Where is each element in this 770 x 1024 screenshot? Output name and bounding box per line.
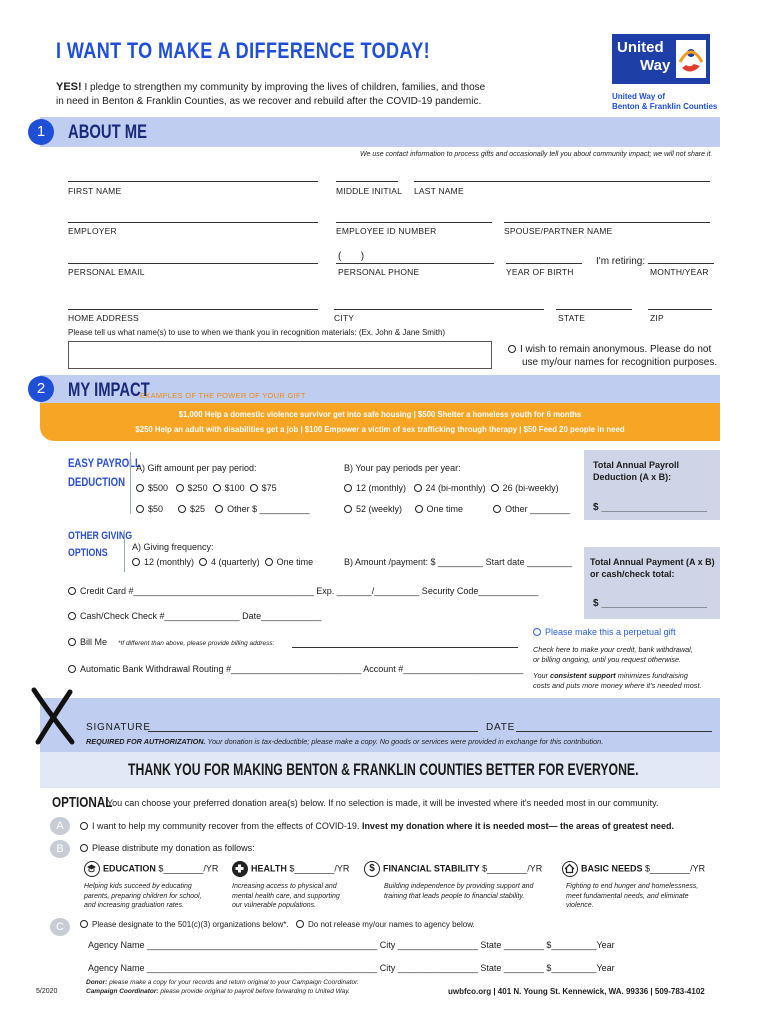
payroll-divider [130,452,131,514]
no-release-option[interactable]: Do not release my/our names to agency below. [296,920,475,929]
page-title: I WANT TO MAKE A DIFFERENCE TODAY! [56,38,431,63]
retiring-label: I'm retiring: [596,256,646,267]
frequency-one-time[interactable]: One time [265,557,314,567]
amount-options-row-1 [136,483,277,493]
frequency-4[interactable]: 4 (quarterly) [199,557,260,567]
city-label: CITY [334,313,355,323]
option-c-badge: C [50,918,70,936]
billing-address-field[interactable] [292,647,518,648]
thank-you-banner: THANK YOU FOR MAKING BENTON & FRANKLIN COUNTIES BETTER FOR EVERYONE. [128,760,639,779]
period-24[interactable]: 24 (bi-monthly) [414,483,486,493]
payroll-total-field[interactable]: $ ___________________ [593,502,708,513]
first-name-label: FIRST NAME [68,186,122,196]
signature-x-mark [28,686,78,746]
section-1-number: 1 [28,119,54,145]
easy-payroll-heading: EASY PAYROLL DEDUCTION [68,456,141,489]
agency-row-1[interactable]: Agency Name ______________________________________________ City ________________ State ________ $_________Year [88,940,615,950]
other-giving-heading: OTHER GIVING OPTIONS [68,530,133,559]
footer-instructions: Donor: please make a copy for your records and return original to your Campaign Coordinator. Campaign Coordinator: please provide original to payroll before forwarding to United Way. [86,979,359,995]
examples-heading: EXAMPLES OF THE POWER OF YOUR GIFT [140,391,306,400]
option-b[interactable]: Please distribute my donation as follows: [80,843,255,853]
pledge-text: YES! I pledge to strengthen my community by improving the lives of children, families, and those in need in Benton & Franklin Counties, as we recover and rebuild after the COVID-19 pandemic. [56,81,486,107]
option-a-badge: A [50,817,70,835]
other-total-label: Total Annual Payment (A x B) or cash/check total: [590,557,715,579]
home-address-label: HOME ADDRESS [68,313,139,323]
optional-heading: OPTIONAL [52,794,113,811]
zip-field[interactable] [648,309,712,310]
perpetual-gift-option[interactable]: Please make this a perpetual gift [533,627,676,637]
basic-needs-desc: Fighting to end hunger and homelessness, meet fundamental needs, and eliminate violence. [566,883,699,909]
yes-label: YES! [56,81,82,93]
impact-row-2: $250 Help an adult with disabilities get a job | $100 Empower a victim of sex trafficking through therapy | $50 Feed 20 people in need [135,425,625,434]
employee-id-field[interactable] [336,222,492,223]
anonymous-option[interactable]: I wish to remain anonymous. Please do not use my/our names for recognition purposes. [508,343,717,369]
amount-500[interactable]: $500 [136,483,168,493]
employer-label: EMPLOYER [68,226,117,236]
period-26[interactable]: 26 (bi-weekly) [491,483,559,493]
frequency-options [132,557,313,567]
amount-75[interactable]: $75 [250,483,277,493]
period-options-row-2 [344,504,570,514]
recognition-prompt: Please tell us what name(s) to use to when we thank you in recognition materials: (Ex. John & Jane Smith) [68,328,446,337]
health-cross-icon [232,861,248,877]
option-b-badge: B [50,840,70,858]
bill-me-note: *If different than above, please provide billing address: [118,640,275,647]
dollar-icon: $ [364,861,380,877]
last-name-field[interactable] [414,181,710,182]
amount-per-payment-field[interactable]: B) Amount /payment: $ _________ Start date _________ [344,557,573,567]
perpetual-note: Check here to make your credit, bank withdrawal, or billing ongoing, until you request otherwise. [533,645,693,664]
about-me-heading: ABOUT ME [68,122,148,143]
house-icon [562,861,578,877]
first-name-field[interactable] [68,181,318,182]
retiring-field[interactable] [648,263,714,264]
payroll-total-label: Total Annual Payroll Deduction (A x B): [593,460,680,482]
impact-row-1: $1,000 Help a domestic violence survivor get into safe housing | $500 Shelter a homeless youth for 6 months [178,410,582,419]
option-c[interactable]: Please designate to the 501(c)(3) organizations below*. [80,920,289,929]
birth-year-label: YEAR OF BIRTH [506,267,574,277]
phone-label: PERSONAL PHONE [338,267,420,277]
amount-50[interactable]: $50 [136,504,163,514]
period-12[interactable]: 12 (monthly) [344,483,406,493]
hand-rainbow-icon [676,40,706,78]
option-a[interactable]: I want to help my community recover from the effects of COVID-19. Invest my donation where it is needed most— the areas of greatest need. [80,821,674,831]
area-basic-needs[interactable]: BASIC NEEDS $________/YR [562,861,705,877]
last-name-label: LAST NAME [414,186,464,196]
recognition-name-box[interactable] [68,341,492,369]
home-address-field[interactable] [68,309,318,310]
section-2-number: 2 [28,376,54,402]
bank-withdrawal-option[interactable]: Automatic Bank Withdrawal Routing #__________________________ Account #________________________ [68,664,523,674]
middle-initial-label: MIDDLE INITIAL [336,186,403,196]
state-label: STATE [558,313,586,323]
month-year-label: MONTH/YEAR [650,267,709,277]
gift-amount-label: A) Gift amount per pay period: [136,463,257,473]
area-education[interactable]: EDUCATION $________/YR [84,861,218,877]
optional-intro: You can choose your preferred donation area(s) below. If no selection is made, it will be invested where it's needed most in our community. [107,798,659,808]
city-field[interactable] [334,309,544,310]
frequency-12[interactable]: 12 (monthly) [132,557,194,567]
other-divider [124,530,125,572]
signature-date-field[interactable] [516,731,712,732]
frequency-label: A) Giving frequency: [132,542,214,552]
area-financial-stability[interactable]: $ FINANCIAL STABILITY $________/YR [364,861,542,877]
credit-card-option[interactable]: Credit Card #____________________________________ Exp. _______/_________ Security Code____________ [68,586,538,596]
bill-me-option[interactable]: Bill Me [68,637,107,647]
my-impact-heading: MY IMPACT [68,380,150,401]
amount-25[interactable]: $25 [178,504,205,514]
spouse-field[interactable] [504,222,710,223]
period-other[interactable]: Other ________ [493,504,570,514]
agency-row-2[interactable]: Agency Name ______________________________________________ City ________________ State ________ $_________Year [88,963,615,973]
united-way-logo [612,34,710,84]
employer-field[interactable] [68,222,318,223]
financial-desc: Building independence by providing support and training that leads people to financial stability. [384,883,534,900]
org-name: United Way of Benton & Franklin Counties [612,92,718,111]
area-health[interactable]: HEALTH $________/YR [232,861,349,877]
period-one-time[interactable]: One time [415,504,464,514]
privacy-notice: We use contact information to process gifts and occasionally tell you about community impact; we will not share it. [360,151,713,158]
health-desc: Increasing access to physical and mental health care, and supporting our vulnerable populations. [232,883,340,909]
amount-options-row-2 [136,504,310,514]
anonymous-radio[interactable] [508,345,516,353]
email-field[interactable] [68,263,318,264]
form-version-date: 5/2020 [36,988,58,995]
consistent-support-note: Your consistent support minimizes fundraising costs and puts more money where it's needed most. [533,671,702,690]
amount-other[interactable]: Other $ __________ [215,504,310,514]
period-52[interactable]: 52 (weekly) [344,504,402,514]
logo-word-way: Way [640,57,671,74]
employee-id-label: EMPLOYEE ID NUMBER [336,226,437,236]
date-label: DATE [486,722,516,733]
signature-label: SIGNATURE [86,722,151,733]
signature-field[interactable] [148,731,478,732]
pay-periods-label: B) Your pay periods per year: [344,463,461,473]
birth-year-field[interactable] [506,263,582,264]
impact-examples-banner [40,403,720,441]
footer-address: uwbfco.org | 401 N. Young St. Kennewick, WA. 99336 | 509-783-4102 [448,987,705,996]
period-options-row-1 [344,483,559,493]
state-field[interactable] [556,309,632,310]
phone-area-code: ( ) [338,251,365,262]
middle-initial-field[interactable] [336,181,398,182]
email-label: PERSONAL EMAIL [68,267,145,277]
logo-word-united: United [617,39,664,56]
zip-label: ZIP [650,313,664,323]
phone-field[interactable] [336,263,494,264]
education-icon [84,861,100,877]
other-total-field[interactable]: $ ___________________ [593,598,708,609]
amount-100[interactable]: $100 [213,483,245,493]
authorization-note: REQUIRED FOR AUTHORIZATION. Your donation is tax-deductible; please make a copy. No goods or services were provided in exchange for this contribution. [86,737,604,746]
spouse-label: SPOUSE/PARTNER NAME [504,226,613,236]
cash-check-option[interactable]: Cash/Check Check #_______________ Date____________ [68,611,321,621]
amount-250[interactable]: $250 [176,483,208,493]
education-desc: Helping kids succeed by educating parents, preparing children for school, and increasing graduation rates. [84,883,202,909]
